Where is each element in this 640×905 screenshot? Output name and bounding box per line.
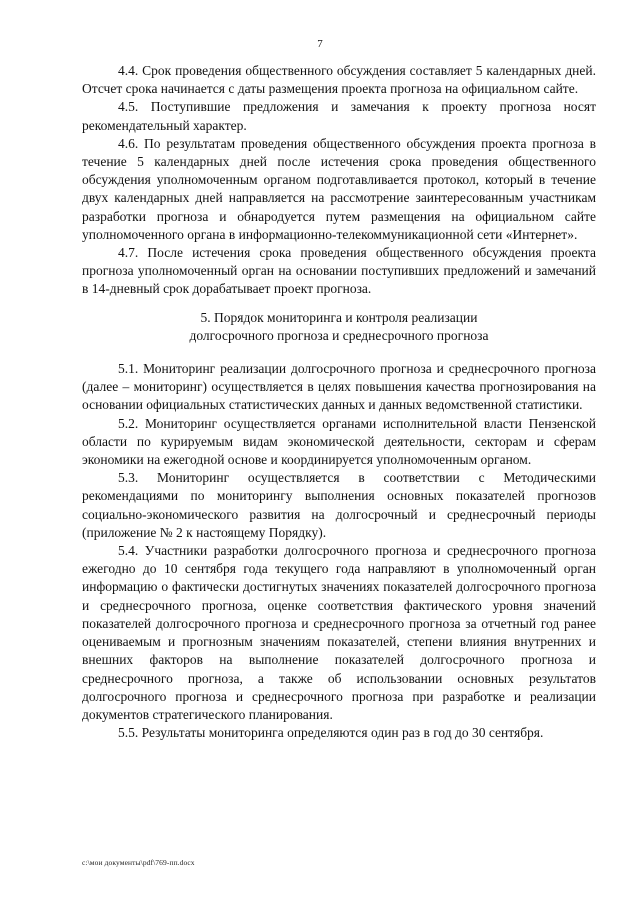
paragraph-4-7: 4.7. После истечения срока проведения общественного обсуждения проекта прогноза уполномоченный орган на основании поступивших предложений и замечаний в 14-дневный срок дорабатывает проект прогноза.: [82, 245, 596, 297]
paragraph-5-5: 5.5. Результаты мониторинга определяются один раз в год до 30 сентября.: [118, 725, 544, 741]
paragraph-5-4: 5.4. Участники разработки долгосрочного прогноза и среднесрочного прогноза ежегодно до 10 сентября года текущего года направляют в уполномоченный орган информацию о фактически достигнутых значениях показателей долгосрочного прогноза и среднесрочного прогноза, оценке соответствия фактического уровня значений показателей долгосрочного прогноза и среднесрочного прогноза за отчетный год ранее оцениваемым и прогнозным значениям показателей, степени влияния внутренних и внешних факторов на выполнение показателей долгосрочного прогноза и среднесрочного прогноза, а также об использовании основных результатов долгосрочного прогноза и среднесрочного прогноза при разработке и реализации документов стратегического планирования.: [82, 543, 596, 722]
section-heading-line-1: 5. Порядок мониторинга и контроля реализации: [200, 309, 478, 325]
paragraph-5-2: 5.2. Мониторинг осуществляется органами исполнительной власти Пензенской области по курируемым видам экономической деятельности, секторам и сферам экономики на ежегодной основе и координируется уполномоченным органом.: [82, 415, 596, 468]
footer-file-path: c:\мои документы\pdf\769-пп.docx: [82, 858, 195, 867]
paragraph-4-4: 4.4. Срок проведения общественного обсуждения составляет 5 календарных дней. Отсчет срока начинается с даты размещения проекта прогноза на официальном сайте.: [82, 63, 596, 97]
document-body: [82, 62, 596, 742]
paragraph-5-1: 5.1. Мониторинг реализации долгосрочного прогноза и среднесрочного прогноза (далее – мониторинг) осуществляется в целях повышения качества прогнозирования на основании официальных статистических данных и данных ведомственной статистики.: [82, 361, 596, 413]
section-5-heading: [82, 309, 596, 345]
paragraph-5-3: 5.3. Мониторинг осуществляется в соответствии с Методическими рекомендациями по мониторингу выполнения основных показателей прогнозов социально-экономического развития на долгосрочный и среднесрочный периоды (приложение № 2 к настоящему Порядку).: [82, 470, 596, 540]
paragraph-4-5: 4.5. Поступившие предложения и замечания к проекту прогноза носят рекомендательный характер.: [82, 99, 596, 133]
page-number: 7: [317, 38, 323, 50]
section-heading-line-2: долгосрочного прогноза и среднесрочного прогноза: [189, 327, 489, 343]
paragraph-4-6: 4.6. По результатам проведения общественного обсуждения проекта прогноза в течение 5 календарных дней после истечения срока проведения общественного обсуждения уполномоченным органом подготавливается протокол, который в течение двух календарных дней направляется на рассмотрение заинтересованным участникам разработки прогноза и обнародуется путем размещения на официальном сайте уполномоченного органа в информационно-телекоммуникационной сети «Интернет».: [82, 135, 596, 242]
